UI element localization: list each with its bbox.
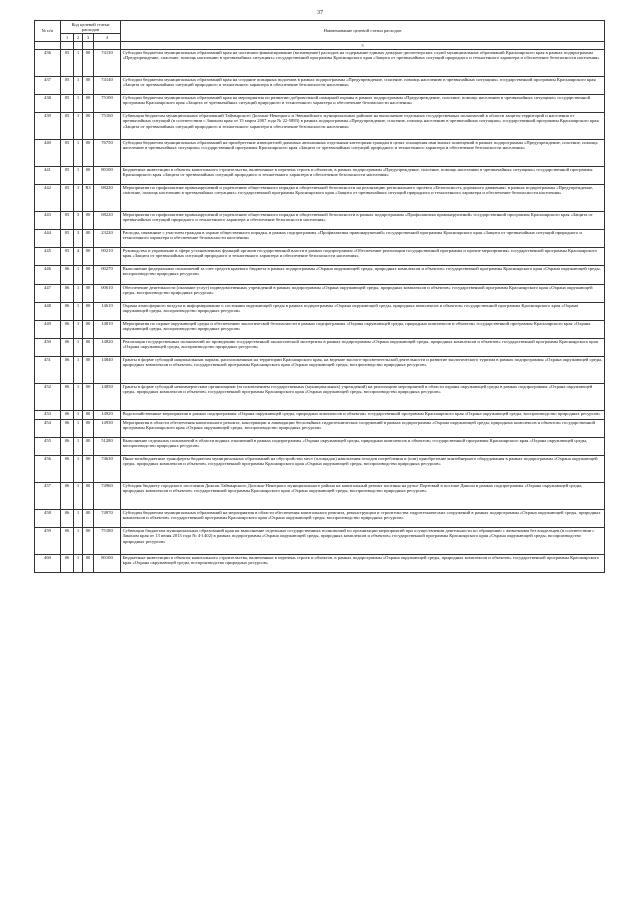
code-part-1-cell: 06 (61, 338, 74, 356)
table-row (35, 509, 605, 527)
code-part-2-cell: 1 (74, 455, 83, 482)
table-row (35, 139, 605, 166)
code-part-1-cell: 06 (61, 383, 74, 410)
code-part-2-cell: 3 (74, 229, 83, 247)
code-part-3-cell: 00 (83, 247, 94, 265)
row-number-cell: 453 (35, 410, 61, 419)
article-name-cell: Реализация государственных полномочий по проведению государственной экологической экспертизы в рамках подпрограммы «Охрана окружающей среды, природных комплексов и объектов» государственной программы Красноярского края «Охрана окружающей среды, воспроизводство природных ресурсов» (121, 338, 605, 356)
code-part-1-cell: 05 (61, 229, 74, 247)
article-name-cell: Субсидии бюджетам муниципальных образований края на частичное финансирование (возмещение) расходов на содержание единых дежурно-диспетчерских служб муниципальных образований Красноярского края в рамках подпрограммы «Предупреждение, спасение, помощь населению в чрезвычайных ситуациях» государственной программы Красноярского края «Защита от чрезвычайных ситуаций природного и техногенного характера и обеспечение безопасности населения» (121, 49, 605, 76)
article-name-cell: Гранты в форме субсидий национальным паркам, расположенным на территории Красноярского края, на ведение эколого-просветительской деятельности и развитие экологического туризма в рамках подпрограммы «Охрана окружающей среды, природных комплексов и объектов» государственной программы Красноярского края «Охрана окружающей среды, воспроизводство природных ресурсов» (121, 356, 605, 383)
row-number-cell: 452 (35, 383, 61, 410)
code-part-3-cell: 00 (83, 229, 94, 247)
header-code-col-4: 4 (94, 33, 121, 41)
code-part-2-cell: 1 (74, 482, 83, 509)
row-number-cell: 454 (35, 419, 61, 437)
code-part-2-cell: 1 (74, 509, 83, 527)
code-part-3-cell: 00 (83, 284, 94, 302)
header-code-col-1: 1 (61, 33, 74, 41)
code-part-2-cell: 1 (74, 437, 83, 455)
code-part-4-cell: 14610 (94, 302, 121, 320)
code-part-4-cell: 80100 (94, 554, 121, 572)
article-name-cell: Субсидии бюджетам муниципальных образований края на мероприятия по развитию добровольной пожарной охраны в рамках подпрограммы «Предупреждение, спасение, помощь населению в чрезвычайных ситуациях» государственной программы Красноярского края «Защита от чрезвычайных ситуаций природного и техногенного характера и обеспечение безопасности населения» (121, 94, 605, 112)
code-part-2-cell: 4 (74, 247, 83, 265)
table-row (35, 356, 605, 383)
row-number-cell: 448 (35, 302, 61, 320)
table-row (35, 383, 605, 410)
article-name-cell: Мероприятия в области обеспечения капитального ремонта, консервации и ликвидации бесхозяйных гидротехнических сооружений в рамках подпрограммы «Охрана окружающей среды, природных комплексов и объектов» государственной программы Красноярского края «Охрана окружающей среды, воспроизводство природных ресурсов» (121, 419, 605, 437)
code-part-2-cell: 1 (74, 527, 83, 554)
table-row (35, 338, 605, 356)
code-part-4-cell: 74130 (94, 49, 121, 76)
row-number-cell: 459 (35, 527, 61, 554)
row-number-cell: 444 (35, 229, 61, 247)
row-number-cell: 457 (35, 482, 61, 509)
table-row (35, 302, 605, 320)
code-part-3-cell: 00 (83, 410, 94, 419)
article-name-cell: Гранты в форме субсидий некоммерческим организациям (за исключением государственных (муниципальных) учреждений) на реализацию мероприятий в области охраны окружающей среды в рамках подпрограммы «Охрана окружающей среды, природных комплексов и объектов» государственной программы Красноярского края «Охрана окружающей среды, воспроизводство природных ресурсов» (121, 383, 605, 410)
page-number: 37 (317, 10, 323, 16)
code-part-4-cell: 14920 (94, 410, 121, 419)
table-row (35, 94, 605, 112)
code-part-3-cell: 00 (83, 527, 94, 554)
table-row (35, 166, 605, 184)
article-name-cell: Субсидии бюджетам муниципальных образований на приобретение извещателей дымовых автономных отдельным категориям граждан в целях оснащения ими жилых помещений в рамках подпрограммы «Предупреждение, спасение, помощь населению в чрезвычайных ситуациях» государственной программы Красноярского края «Защита от чрезвычайных ситуаций природного и техногенного характера и обеспечение безопасности населения» (121, 139, 605, 166)
row-number-cell: 443 (35, 211, 61, 229)
row-number-cell: 436 (35, 49, 61, 76)
code-part-4-cell: 80100 (94, 166, 121, 184)
code-part-4-cell: 74970 (94, 509, 121, 527)
code-part-1-cell: 06 (61, 509, 74, 527)
code-part-3-cell: 00 (83, 76, 94, 94)
code-part-2-cell: 1 (74, 112, 83, 139)
article-name-cell: Мероприятия по профилактике правонарушений и укреплению общественного порядка и общественной безопасности на реализацию регионального проекта «Безопасность дорожного движения» в рамках подпрограммы «Предупреждение, спасение, помощь населению в чрезвычайных ситуациях» государственной программы Красноярского края «Защита от чрезвычайных ситуаций природного и техногенного характера и обеспечение безопасности населения» (121, 184, 605, 211)
article-name-cell: Мероприятия по охране окружающей среды и обеспечению экологической безопасности в рамках подпрограммы «Охрана окружающей среды, природных комплексов и объектов» государственной программы Красноярского края «Охрана окружающей среды, воспроизводство природных ресурсов» (121, 320, 605, 338)
code-part-2-cell: 1 (74, 139, 83, 166)
code-part-2-cell: 1 (74, 166, 83, 184)
code-part-4-cell: 75160 (94, 112, 121, 139)
row-number-cell: 442 (35, 184, 61, 211)
code-part-4-cell: 74960 (94, 482, 121, 509)
code-part-1-cell: 05 (61, 247, 74, 265)
column-number (74, 41, 83, 49)
table-row (35, 76, 605, 94)
code-part-4-cell: 75100 (94, 94, 121, 112)
header-code-col-2: 2 (74, 33, 83, 41)
code-part-3-cell: 00 (83, 383, 94, 410)
code-part-1-cell: 05 (61, 139, 74, 166)
code-part-2-cell: 1 (74, 356, 83, 383)
code-part-4-cell: 74140 (94, 76, 121, 94)
article-name-cell: Бюджетные инвестиции в объекты капитального строительства, включенные в перечень строек и объектов, в рамках подпрограммы «Предупреждение, спасение, помощь населению в чрезвычайных ситуациях» государственной программы Красноярского края «Защита от чрезвычайных ситуаций природного и техногенного характера и обеспечение безопасности населения» (121, 166, 605, 184)
code-part-1-cell: 06 (61, 320, 74, 338)
row-number-cell: 458 (35, 509, 61, 527)
code-part-3-cell: 00 (83, 455, 94, 482)
table-row (35, 554, 605, 572)
code-part-2-cell: 1 (74, 94, 83, 112)
article-name-cell: Водохозяйственные мероприятия в рамках подпрограммы «Охрана окружающей среды, природных комплексов и объектов» государственной программы Красноярского края «Охрана окружающей среды, воспроизводство природных ресурсов» (121, 410, 605, 419)
code-part-1-cell: 06 (61, 419, 74, 437)
column-number (35, 41, 61, 49)
table-column-numbers-row (35, 41, 605, 49)
article-name-cell: Обеспечение деятельности (оказание услуг) подведомственных учреждений в рамках подпрограммы «Охрана окружающей среды, природных комплексов и объектов» государственной программы Красноярского края «Охрана окружающей среды, воспроизводство природных ресурсов» (121, 284, 605, 302)
code-part-4-cell: 76750 (94, 139, 121, 166)
code-part-2-cell: 1 (74, 410, 83, 419)
table-row (35, 265, 605, 284)
code-part-4-cell: 14810 (94, 320, 121, 338)
code-part-1-cell: 06 (61, 265, 74, 284)
code-part-3-cell: 00 (83, 265, 94, 284)
code-part-4-cell: 14850 (94, 383, 121, 410)
target-articles-table (34, 20, 605, 573)
code-part-2-cell: 1 (74, 554, 83, 572)
code-part-1-cell: 05 (61, 76, 74, 94)
row-number-cell: 451 (35, 356, 61, 383)
table-row (35, 211, 605, 229)
row-number-cell: 447 (35, 284, 61, 302)
code-part-3-cell: 00 (83, 320, 94, 338)
code-part-1-cell: 05 (61, 184, 74, 211)
code-part-3-cell: 00 (83, 554, 94, 572)
table-row (35, 527, 605, 554)
article-name-cell: Субсидии бюджетам муниципальных образований края на создание пожарных водоемов в рамках подпрограммы «Предупреждение, спасение, помощь населению в чрезвычайных ситуациях» государственной программы Красноярского края «Защита от чрезвычайных ситуаций природного и техногенного характера и обеспечение безопасности населения» (121, 76, 605, 94)
code-part-2-cell: 1 (74, 76, 83, 94)
code-part-3-cell: 00 (83, 112, 94, 139)
article-name-cell: Иные межбюджетные трансферты бюджетам муниципальных образований на обустройство мест (площадок) накопления отходов потребления и (или) приобретение контейнерного оборудования в рамках подпрограммы «Охрана окружающей среды, природных комплексов и объектов» государственной программы Красноярского края «Охрана окружающей среды, воспроизводство природных ресурсов» (121, 455, 605, 482)
code-part-3-cell: 00 (83, 482, 94, 509)
header-row-number: № п/п (35, 21, 61, 42)
article-name-cell: Субвенции бюджетам муниципальных образований края на выполнение отдельных государственных полномочий по организации мероприятий при осуществлении деятельности по обращению с животными без владельцев (в соответствии с Законом края от 13 июня 2013 года № 4-1402) в рамках подпрограммы «Охрана окружающей среды, природных комплексов и объектов» государственной программы Красноярского края «Охрана окружающей среды, воспроизводство природных ресурсов» (121, 527, 605, 554)
article-name-cell: Мероприятия по профилактике правонарушений и укреплению общественного порядка и общественной безопасности в рамках подпрограммы «Профилактика правонарушений» государственной программы Красноярского края «Защита от чрезвычайных ситуаций природного и техногенного характера и обеспечение безопасности населения» (121, 211, 605, 229)
code-part-4-cell: 00210 (94, 247, 121, 265)
code-part-2-cell: 1 (74, 184, 83, 211)
article-name-cell: Выполнение отдельных полномочий в области водных отношений в рамках подпрограммы «Охрана окружающей среды, природных комплексов и объектов» государственной программы Красноярского края «Охрана окружающей среды, воспроизводство природных ресурсов» (121, 437, 605, 455)
table-row (35, 320, 605, 338)
code-part-3-cell: 00 (83, 211, 94, 229)
article-name-cell: Субвенция бюджетам муниципальных образований Таймырского Долгано-Ненецкого и Эвенкийского муниципальных районов на выполнение отдельных государственных полномочий в области защиты территорий и населения от чрезвычайных ситуаций (в соответствии с Законом края от 15 марта 2007 года № 22-5883) в рамках подпрограммы «Предупреждение, спасение, помощь населению в чрезвычайных ситуациях» государственной программы Красноярского края «Защита от чрезвычайных ситуаций природного и техногенного характера и обеспечение безопасности населения» (121, 112, 605, 139)
row-number-cell: 445 (35, 247, 61, 265)
table-row (35, 229, 605, 247)
row-number-cell: 437 (35, 76, 61, 94)
code-part-1-cell: 06 (61, 302, 74, 320)
table-row (35, 112, 605, 139)
code-part-1-cell: 05 (61, 49, 74, 76)
code-part-1-cell: 06 (61, 554, 74, 572)
code-part-1-cell: 05 (61, 166, 74, 184)
code-part-3-cell: 00 (83, 437, 94, 455)
column-number (94, 41, 121, 49)
row-number-cell: 455 (35, 437, 61, 455)
code-part-1-cell: 06 (61, 284, 74, 302)
code-part-3-cell: 00 (83, 139, 94, 166)
code-part-3-cell: 00 (83, 302, 94, 320)
row-number-cell: 441 (35, 166, 61, 184)
table-row (35, 482, 605, 509)
code-part-2-cell: 1 (74, 49, 83, 76)
row-number-cell: 438 (35, 94, 61, 112)
row-number-cell: 460 (35, 554, 61, 572)
code-part-3-cell: 00 (83, 419, 94, 437)
row-number-cell: 456 (35, 455, 61, 482)
column-number-5: 5 (121, 41, 605, 49)
code-part-3-cell: 00 (83, 49, 94, 76)
column-number (83, 41, 94, 49)
code-part-3-cell: R3 (83, 184, 94, 211)
code-part-2-cell: 1 (74, 383, 83, 410)
article-name-cell: Субсидии бюджетам муниципальных образований на мероприятия в области обеспечения капитального ремонта, реконструкции и строительства гидротехнических сооружений в рамках подпрограммы «Охрана окружающей среды, природных комплексов и объектов» государственной программы Красноярского края «Охрана окружающей среды, воспроизводство природных ресурсов» (121, 509, 605, 527)
article-name-cell: Охрана атмосферного воздуха и информирование о состоянии окружающей среды в рамках подпрограммы «Охрана окружающей среды, природных комплексов и объектов» государственной программы Красноярского края «Охрана окружающей среды, воспроизводство природных ресурсов» (121, 302, 605, 320)
table-row (35, 455, 605, 482)
header-code-col-3: 3 (83, 33, 94, 41)
code-part-1-cell: 06 (61, 455, 74, 482)
code-part-4-cell: 23220 (94, 229, 121, 247)
code-part-1-cell: 06 (61, 482, 74, 509)
row-number-cell: 449 (35, 320, 61, 338)
code-part-1-cell: 05 (61, 94, 74, 112)
code-part-4-cell: 14820 (94, 338, 121, 356)
code-part-1-cell: 06 (61, 437, 74, 455)
code-part-1-cell: 06 (61, 410, 74, 419)
code-part-4-cell: 51280 (94, 437, 121, 455)
table-row (35, 284, 605, 302)
article-name-cell: Выполнение федеральных полномочий за счет средств краевого бюджета в рамках подпрограммы «Охрана окружающей среды, природных комплексов и объектов» государственной программы Красноярского края «Охрана окружающей среды, воспроизводство природных ресурсов» (121, 265, 605, 284)
table-row (35, 247, 605, 265)
code-part-1-cell: 06 (61, 527, 74, 554)
header-code-group: Код целевой статьи расходов (61, 21, 121, 34)
code-part-2-cell: 1 (74, 265, 83, 284)
column-number (61, 41, 74, 49)
row-number-cell: 439 (35, 112, 61, 139)
article-name-cell: Бюджетные инвестиции в объекты капитального строительства, включенные в перечень строек и объектов, в рамках подпрограммы «Охрана окружающей среды, природных комплексов и объектов» государственной программы Красноярского края «Охрана окружающей среды, воспроизводство природных ресурсов» (121, 554, 605, 572)
code-part-4-cell: 08220 (94, 184, 121, 211)
article-name-cell: Руководство и управление в сфере установленных функций органов государственной власти в рамках подпрограммы «Обеспечение реализации государственной программы и прочие мероприятия» государственной программы Красноярского края «Защита от чрезвычайных ситуаций природного и техногенного характера и обеспечение безопасности населения» (121, 247, 605, 265)
code-part-1-cell: 05 (61, 112, 74, 139)
code-part-1-cell: 06 (61, 356, 74, 383)
code-part-3-cell: 00 (83, 166, 94, 184)
row-number-cell: 446 (35, 265, 61, 284)
code-part-1-cell: 05 (61, 211, 74, 229)
table-row (35, 410, 605, 419)
code-part-4-cell: 08220 (94, 211, 121, 229)
code-part-4-cell: 14930 (94, 419, 121, 437)
code-part-3-cell: 00 (83, 356, 94, 383)
table-row (35, 419, 605, 437)
row-number-cell: 450 (35, 338, 61, 356)
table-body (35, 49, 605, 572)
code-part-3-cell: 00 (83, 509, 94, 527)
table-row (35, 184, 605, 211)
code-part-4-cell: 14840 (94, 356, 121, 383)
table-header-row (35, 21, 605, 34)
table-row (35, 437, 605, 455)
code-part-2-cell: 1 (74, 419, 83, 437)
article-name-cell: Субсидия бюджету городского поселения Диксон Таймырского Долгано-Ненецкого муниципального района на капитальный ремонт плотины на ручье Портовый в поселке Диксон в рамках подпрограммы «Охрана окружающей среды, природных комплексов и объектов» государственной программы Красноярского края «Охрана окружающей среды, воспроизводство природных ресурсов» (121, 482, 605, 509)
code-part-2-cell: 1 (74, 284, 83, 302)
code-part-2-cell: 1 (74, 320, 83, 338)
table-row (35, 49, 605, 76)
code-part-3-cell: 00 (83, 338, 94, 356)
row-number-cell: 440 (35, 139, 61, 166)
code-part-4-cell: 75180 (94, 527, 121, 554)
code-part-2-cell: 1 (74, 338, 83, 356)
code-part-4-cell: 00270 (94, 265, 121, 284)
code-part-2-cell: 3 (74, 211, 83, 229)
code-part-2-cell: 1 (74, 302, 83, 320)
code-part-4-cell: 74630 (94, 455, 121, 482)
article-name-cell: Расходы, связанные с участием граждан в охране общественного порядка, в рамках подпрограммы «Профилактика правонарушений» государственной программы Красноярского края «Защита от чрезвычайных ситуаций природного и техногенного характера и обеспечение безопасности населения» (121, 229, 605, 247)
code-part-3-cell: 00 (83, 94, 94, 112)
code-part-4-cell: 00610 (94, 284, 121, 302)
header-article-name: Наименование целевой статьи расходов (121, 21, 605, 42)
